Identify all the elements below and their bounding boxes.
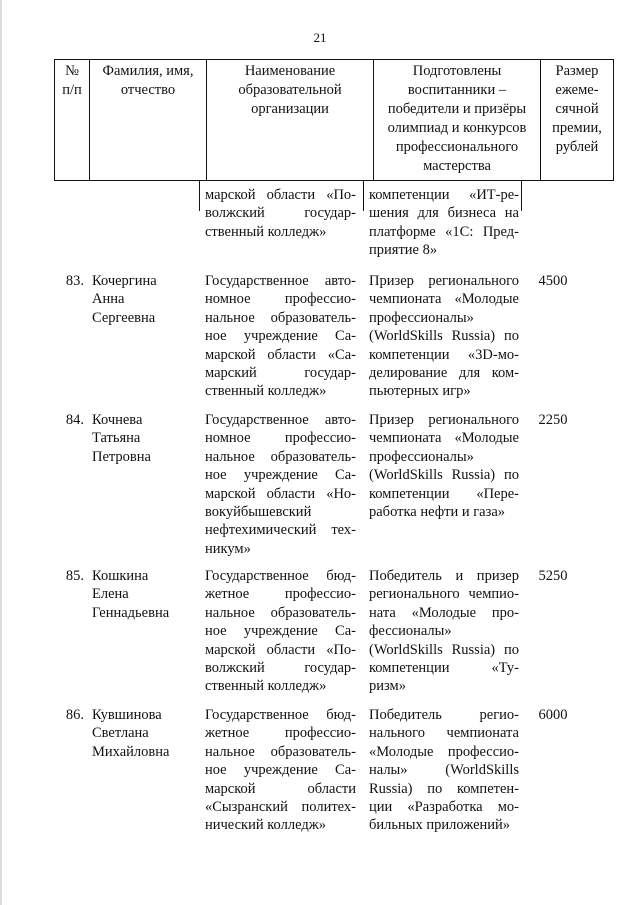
continuation-winners: компетенции «ИТ-ре- шения для бизнеса на платформе «1С: Пред- приятие 8»	[369, 187, 519, 259]
row-84-name: Кочнева Татьяна Петровна	[92, 412, 151, 465]
row-83-winners: Призер регионального чемпионата «Молодые профессионалы» (WorldSkills Russia) по компетенции «3D-мо- делирование для ком- пьютерных игр»	[369, 273, 519, 400]
row-83-number: 83.	[65, 273, 84, 289]
row-85-number: 85.	[65, 568, 84, 584]
column-divider	[363, 181, 364, 211]
row-84-winners: Призер регионального чемпионата «Молодые профессионалы» (WorldSkills Russia) по компетенции «Пере- работка нефти и газа»	[369, 412, 519, 521]
row-86-number: 86.	[65, 707, 84, 723]
row-86-org: Государственное бюд- жетное профессио- нальное образователь- ное учреждение Са- марской области «Сызранский политех- нический колледж»	[205, 707, 356, 834]
column-divider	[521, 181, 522, 211]
continuation-org: марской области «По- волжский государ- ственный колледж»	[205, 187, 356, 240]
row-86-name: Кувшинова Светлана Михайловна	[92, 707, 170, 760]
row-86-winners: Победитель регио- нального чемпионата «Молодые профессио- налы» (WorldSkills Russia) по компетен- ции «Разработка мо- бильных приложений»	[369, 707, 519, 834]
row-86-prize: 6000	[538, 707, 568, 723]
page-edge	[0, 0, 2, 905]
page-number: 21	[313, 30, 327, 45]
row-84-number: 84.	[65, 412, 84, 428]
row-85-name: Кошкина Елена Геннадьевна	[92, 568, 170, 621]
row-83-name: Кочергина Анна Сергеевна	[92, 273, 157, 326]
column-divider	[199, 181, 200, 211]
row-83-prize: 4500	[538, 273, 568, 289]
header-org: Наименование образовательной организации	[207, 60, 374, 181]
row-83-org: Государственное авто- номное профессио- нальное образователь- ное учреждение Са- марской области «Са- марский государ- ственный колледж»	[205, 273, 356, 400]
header-num: № п/п	[55, 60, 90, 181]
row-85-org: Государственное бюд- жетное профессио- нальное образователь- ное учреждение Са- марской области «По- волжский государ- ственный колледж»	[205, 568, 356, 695]
header-name: Фамилия, имя, отчество	[90, 60, 207, 181]
table-header	[54, 59, 614, 181]
header-winners: Подготовлены воспитанники – победители и призёры олимпиад и конкурсов профессионального мастерства	[374, 60, 541, 181]
row-84-org: Государственное авто- номное профессио- нальное образователь- ное учреждение Са- марской области «Но- вокуйбышевский нефтехимический тех- никум»	[205, 412, 356, 557]
row-85-winners: Победитель и призер регионального чемпио- ната «Молодые про- фессионалы» (WorldSkills Russia) по компетенции «Ту- ризм»	[369, 568, 519, 695]
row-84-prize: 2250	[538, 412, 568, 428]
row-85-prize: 5250	[538, 568, 568, 584]
header-prize: Размер ежеме- сячной премии, рублей	[541, 60, 614, 181]
